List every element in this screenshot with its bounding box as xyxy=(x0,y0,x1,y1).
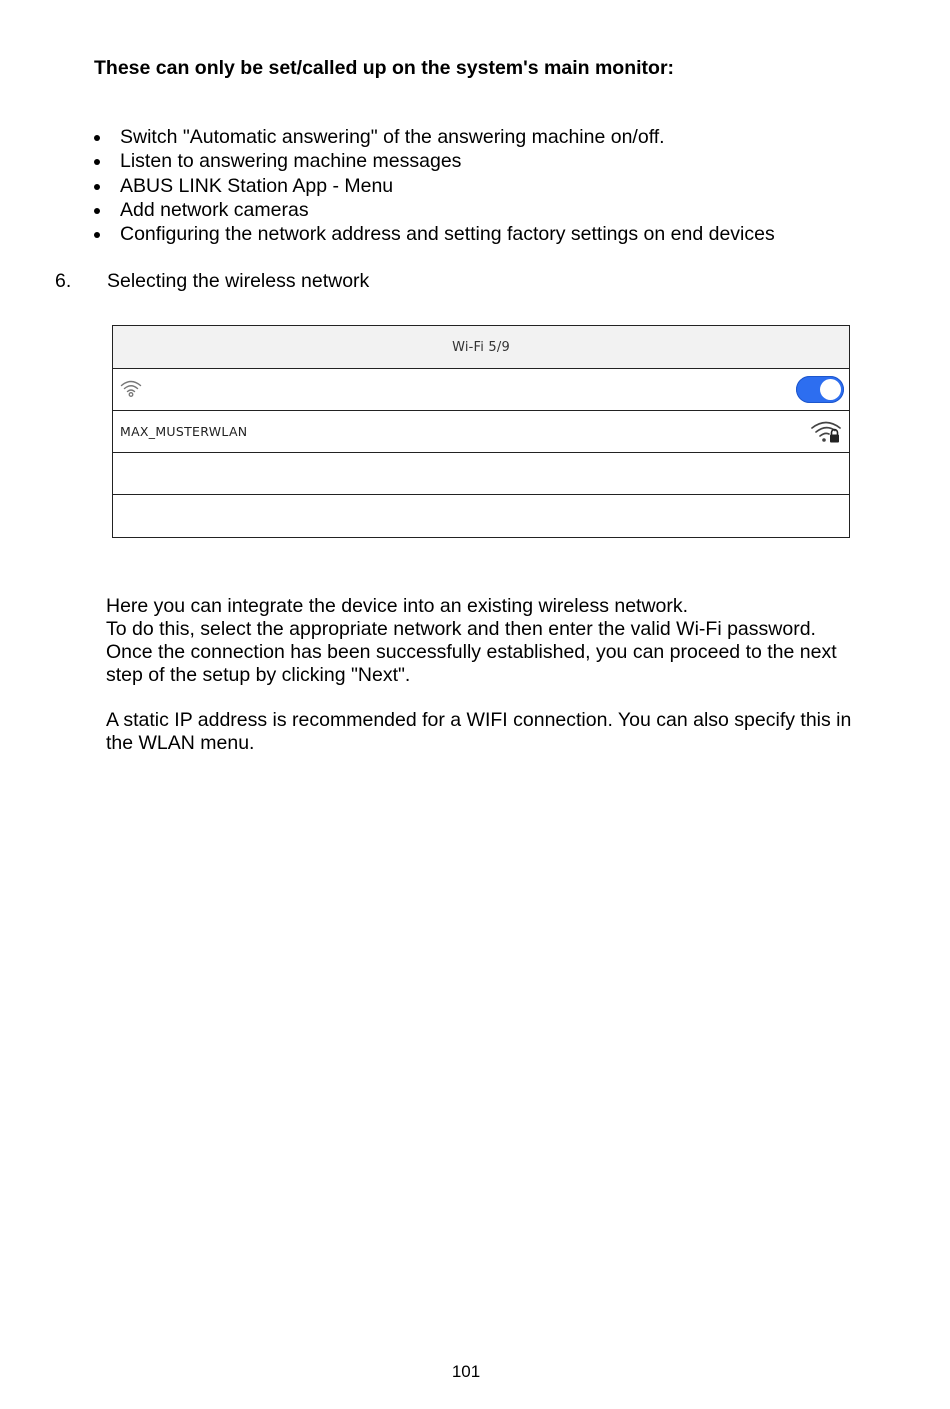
list-item-text: Configuring the network address and setting factory settings on end devices xyxy=(120,223,775,246)
step-number: 6. xyxy=(55,270,72,292)
feature-list xyxy=(94,125,775,246)
paragraph-line: step of the setup by clicking "Next". xyxy=(106,664,411,686)
paragraph-line: Once the connection has been successfully established, you can proceed to the next xyxy=(106,641,837,663)
static-ip-note xyxy=(106,709,851,755)
paragraph-line: To do this, select the appropriate network and then enter the valid Wi-Fi password. xyxy=(106,618,816,640)
list-item-text: Listen to answering machine messages xyxy=(120,150,462,173)
network-row-empty xyxy=(113,495,849,536)
paragraph-line: A static IP address is recommended for a WIFI connection. You can also specify this in xyxy=(106,709,852,731)
list-item xyxy=(94,149,775,173)
network-ssid: MAX_MUSTERWLAN xyxy=(120,424,248,439)
list-item-text: Add network cameras xyxy=(120,198,309,221)
bullet-icon xyxy=(94,159,100,165)
bullet-icon xyxy=(94,208,100,214)
step-title: Selecting the wireless network xyxy=(107,270,370,292)
wifi-icon xyxy=(120,379,142,402)
list-item xyxy=(94,174,775,198)
section-heading: These can only be set/called up on the system's main monitor: xyxy=(94,57,675,79)
bullet-icon xyxy=(94,232,100,238)
paragraph-line: Here you can integrate the device into an existing wireless network. xyxy=(106,595,689,617)
bullet-icon xyxy=(94,135,100,141)
toggle-knob xyxy=(820,379,841,400)
wifi-panel-title: Wi-Fi 5/9 xyxy=(113,326,849,369)
list-item xyxy=(94,125,775,149)
list-item-text: Switch "Automatic answering" of the answering machine on/off. xyxy=(120,126,665,148)
page-number: 101 xyxy=(451,1362,481,1381)
bullet-icon xyxy=(94,184,100,190)
paragraph-line: the WLAN menu. xyxy=(106,732,255,754)
list-item-text: ABUS LINK Station App - Menu xyxy=(120,174,394,197)
wifi-toggle-switch[interactable] xyxy=(796,376,844,403)
list-item xyxy=(94,222,775,246)
secured-wifi-icon xyxy=(810,419,842,450)
network-row[interactable] xyxy=(113,411,849,453)
description-paragraph xyxy=(106,595,837,687)
wifi-settings-panel xyxy=(112,325,850,538)
wifi-toggle-row xyxy=(113,369,849,411)
list-item xyxy=(94,198,775,222)
network-row-empty xyxy=(113,453,849,495)
